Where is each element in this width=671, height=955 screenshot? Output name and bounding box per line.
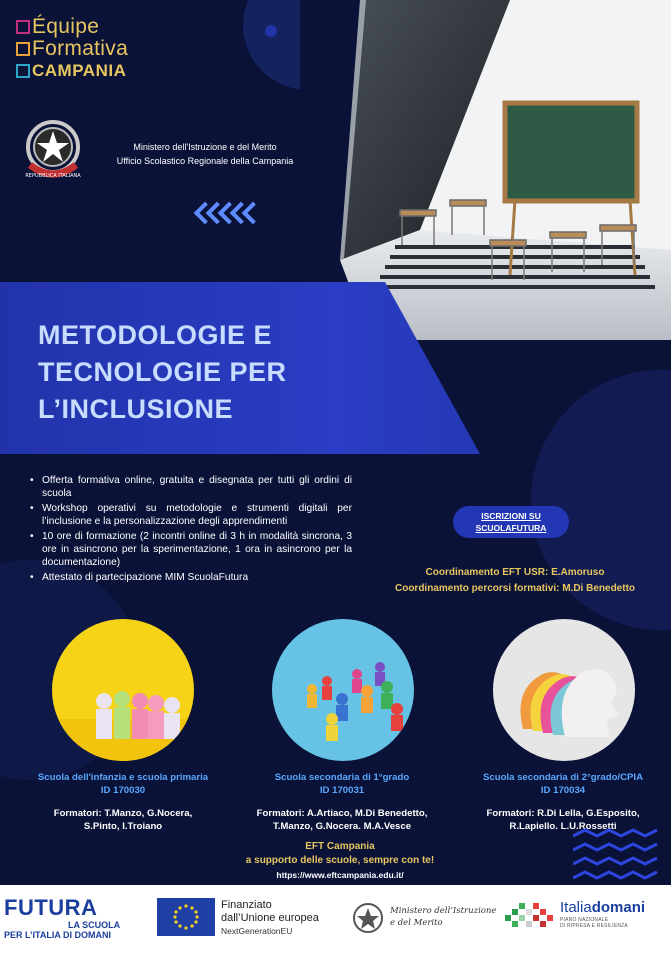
register-line2: SCUOLAFUTURA xyxy=(475,523,547,533)
eft-footer xyxy=(160,840,520,882)
list-item: • 10 ore di formazione (2 incontri online di 3 h in modalità sincrona, 3 ore in asincrono per la sperimentazione, 1 ora in asincrono per la documentazione) xyxy=(30,530,352,569)
eu-line1: Finanziato xyxy=(221,899,272,911)
ministry-logo-line2: e del Merito xyxy=(390,918,443,928)
wave-lines-icon xyxy=(573,828,663,880)
italia-part2: domani xyxy=(591,899,646,916)
title-line3: L’INCLUSIONE xyxy=(38,394,234,424)
futura-title: FUTURA xyxy=(4,895,98,920)
italia-domani-title xyxy=(560,899,670,917)
ministry-emblem-icon xyxy=(349,901,387,937)
logo-square-icon xyxy=(16,42,30,56)
trainers-line1: Formatori: T.Manzo, G.Nocera, xyxy=(53,808,193,819)
futura-subtitle xyxy=(4,920,136,940)
course-secondaria-primo xyxy=(232,771,452,833)
trainers-line2: R.Lapiello. L.U.Rossetti xyxy=(509,821,617,832)
coordination-text xyxy=(370,565,660,597)
features-list xyxy=(30,474,352,586)
course-trainers xyxy=(232,807,452,833)
title-line2: TECNOLOGIE PER xyxy=(38,357,287,387)
coordination-line2: Coordinamento percorsi formativi: M.Di Benedetto xyxy=(394,583,636,594)
list-item: • Workshop operativi su metodologie e strumenti digitali per l’inclusione e la personalizzazione degli apprendimenti xyxy=(30,502,352,528)
ministry-line2: Ufficio Scolastico Regionale della Campania xyxy=(116,156,294,166)
logo-square-icon xyxy=(16,64,30,78)
logo-line2: Formativa xyxy=(32,37,129,60)
eu-funding-text xyxy=(221,899,341,937)
logo-line1: Équipe xyxy=(32,15,100,38)
italia-domani-icon xyxy=(505,897,557,937)
svg-text:REPUBBLICA ITALIANA: REPUBBLICA ITALIANA xyxy=(25,173,81,179)
footer-line2: a supporto delle scuole, sempre con te! xyxy=(245,855,435,866)
futura-logo xyxy=(4,897,136,940)
italia-part1: Italia xyxy=(560,899,592,916)
course-secondaria-secondo xyxy=(453,771,671,833)
course-trainers xyxy=(13,807,233,833)
game-pieces-image xyxy=(272,619,414,761)
ministry-logo-line1: Ministero dell’Istruzione xyxy=(390,906,497,916)
italia-sub1: PIANO NAZIONALE xyxy=(560,917,609,923)
footer-line1: EFT Campania xyxy=(305,841,375,852)
italian-republic-emblem-icon xyxy=(20,117,86,185)
trainers-line1: Formatori: A.Artiaco, M.Di Benedetto, xyxy=(256,808,428,819)
title-line1: METODOLOGIE E xyxy=(38,320,273,350)
ministry-text xyxy=(100,140,310,168)
logo-line3: CAMPANIA xyxy=(32,61,127,80)
colorful-heads-image xyxy=(493,619,635,761)
chevrons-left-icon xyxy=(197,205,257,221)
coordination-line1: Coordinamento EFT USR: E.Amoruso xyxy=(425,567,605,578)
course-infanzia-primaria xyxy=(13,771,233,833)
eu-line2: dall’Unione europea xyxy=(221,912,319,924)
list-item: • Attestato di partecipazione MIM ScuolaFutura xyxy=(30,571,352,584)
page-title xyxy=(38,317,418,428)
course-school: Scuola dell'infanzia e scuola primaria xyxy=(37,772,209,783)
trainers-line1: Formatori: R.Di Lella, G.Esposito, xyxy=(486,808,640,819)
eu-line3: NextGenerationEU xyxy=(221,926,293,936)
course-id: ID 170030 xyxy=(100,785,146,796)
paper-people-image xyxy=(52,619,194,761)
website-link[interactable]: https://www.eftcampania.edu.it/ xyxy=(276,870,404,880)
register-line1: ISCRIZIONI SU xyxy=(481,511,541,521)
trainers-line2: T.Manzo, G.Nocera. M.A.Vesce xyxy=(272,821,412,832)
ministry-line1: Ministero dell'Istruzione e del Merito xyxy=(133,142,277,152)
trainers-line2: S.Pinto, I.Troiano xyxy=(83,821,163,832)
partner-logos xyxy=(0,885,671,955)
logo-square-icon xyxy=(16,20,30,34)
italia-domani-text xyxy=(560,899,670,929)
italia-sub2: DI RIPRESA E RESILIENZA xyxy=(560,923,628,929)
ministry-logo-text xyxy=(390,905,500,929)
decorative-dot xyxy=(265,25,277,37)
list-item: • Offerta formativa online, gratuita e disegnata per tutti gli ordini di scuola xyxy=(30,474,352,500)
course-id: ID 170034 xyxy=(540,785,586,796)
course-id: ID 170031 xyxy=(319,785,365,796)
futura-sub1: LA SCUOLA xyxy=(68,920,121,930)
course-school: Scuola secondaria di 1°grado xyxy=(274,772,410,783)
register-button[interactable] xyxy=(453,506,569,538)
eft-logo xyxy=(16,16,128,82)
eu-flag-icon xyxy=(157,898,215,936)
futura-sub2: PER L’ITALIA DI DOMANI xyxy=(4,930,111,940)
course-school: Scuola secondaria di 2°grado/CPIA xyxy=(482,772,644,783)
